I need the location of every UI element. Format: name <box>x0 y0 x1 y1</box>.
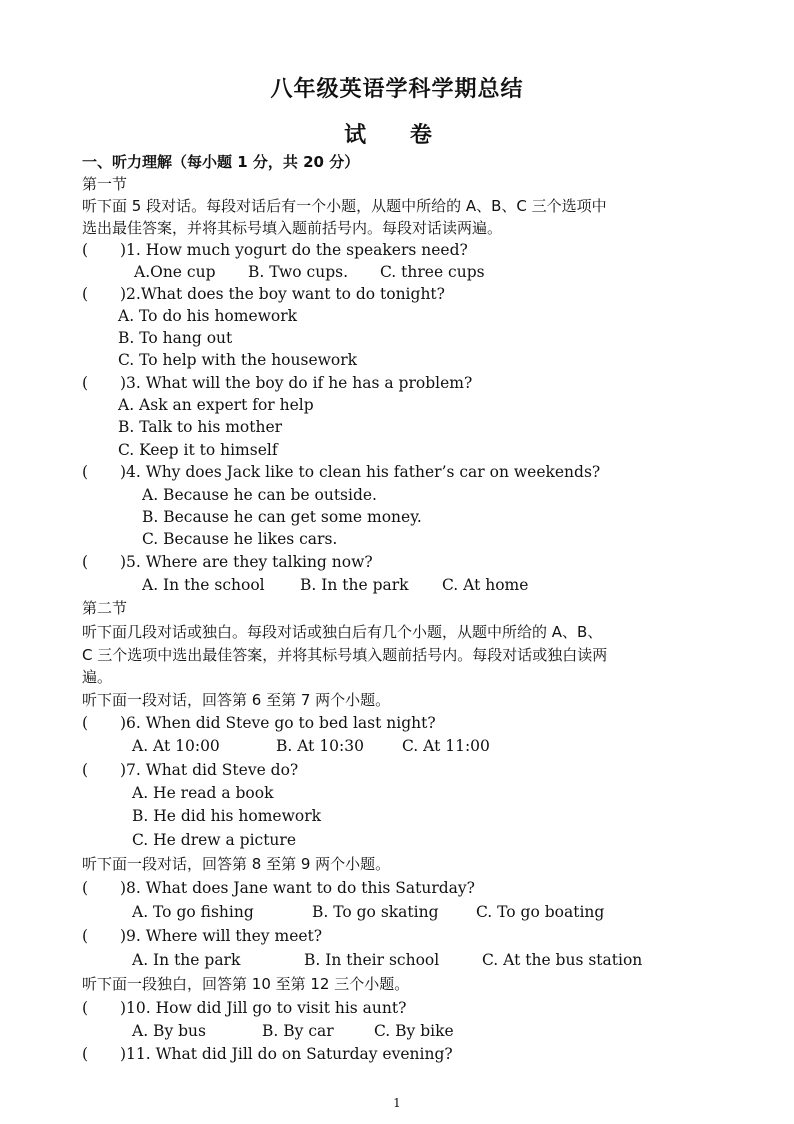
option-b: B. By car <box>262 1022 334 1040</box>
question-1 <box>82 240 468 260</box>
part2-label: 第二节 <box>82 599 128 617</box>
answer-bracket[interactable]: ( <box>82 285 89 303</box>
option-a: A. In the school <box>142 576 265 594</box>
option-c: C. At the bus station <box>482 951 643 969</box>
option-b: B. Talk to his mother <box>118 418 283 436</box>
option-b: B. At 10:30 <box>276 737 364 755</box>
option-c: C. At home <box>442 576 529 594</box>
part2-instruction-3: 遍。 <box>82 668 113 686</box>
option-a: A. Ask an expert for help <box>118 396 314 414</box>
monologue-instruction: 听下面一段独白，回答第 10 至第 12 三个小题。 <box>82 975 410 993</box>
question-text: )3. What will the boy do if he has a problem? <box>120 374 473 392</box>
option-c: C. Because he likes cars. <box>142 530 338 548</box>
answer-bracket[interactable]: ( <box>82 374 89 392</box>
option-a: A. By bus <box>132 1022 206 1040</box>
question-text: )9. Where will they meet? <box>120 927 323 945</box>
page-title: 八年级英语学科学期总结 <box>270 77 524 102</box>
question-text: )11. What did Jill do on Saturday evening? <box>120 1045 453 1063</box>
answer-bracket[interactable]: ( <box>82 714 89 732</box>
option-c: C. To go boating <box>476 903 605 921</box>
option-a: A. At 10:00 <box>132 737 220 755</box>
part1-label: 第一节 <box>82 175 128 193</box>
question-3 <box>82 373 472 393</box>
question-9 <box>82 926 322 946</box>
dialog-instruction: 听下面一段对话，回答第 8 至第 9 两个小题。 <box>82 855 391 873</box>
part2-instruction-1: 听下面几段对话或独白。每段对话或独白后有几个小题，从题中所给的 A、B、 <box>82 623 603 641</box>
question-text: )5. Where are they talking now? <box>120 553 373 571</box>
section-heading: 一、听力理解（每小题 1 分，共 20 分） <box>82 153 360 171</box>
option-a: A. To go fishing <box>132 903 254 921</box>
option-a: A. He read a book <box>132 784 274 802</box>
part1-instruction-1: 听下面 5 段对话。每段对话后有一个小题，从题中所给的 A、B、C 三个选项中 <box>82 197 607 215</box>
option-c: C. At 11:00 <box>402 737 490 755</box>
option-a: A. Because he can be outside. <box>142 486 377 504</box>
answer-bracket[interactable]: ( <box>82 927 89 945</box>
option-b: B. To go skating <box>312 903 439 921</box>
answer-bracket[interactable]: ( <box>82 999 89 1017</box>
question-text: )2.What does the boy want to do tonight? <box>120 285 445 303</box>
question-text: )10. How did Jill go to visit his aunt? <box>120 999 407 1017</box>
option-c: C. To help with the housework <box>118 351 358 369</box>
question-4 <box>82 462 600 482</box>
part2-instruction-2: C 三个选项中选出最佳答案，并将其标号填入题前括号内。每段对话或独白读两 <box>82 646 608 664</box>
question-8 <box>82 878 475 898</box>
question-11 <box>82 1044 453 1064</box>
option-b: B. Because he can get some money. <box>142 508 422 526</box>
option-c: C. three cups <box>380 263 485 281</box>
answer-bracket[interactable]: ( <box>82 463 89 481</box>
option-b: B. To hang out <box>118 329 233 347</box>
option-c: C. By bike <box>374 1022 454 1040</box>
option-b: B. In their school <box>304 951 440 969</box>
option-b: B. He did his homework <box>132 807 321 825</box>
question-text: )6. When did Steve go to bed last night? <box>120 714 436 732</box>
answer-bracket[interactable]: ( <box>82 761 89 779</box>
question-text: )7. What did Steve do? <box>120 761 299 779</box>
answer-bracket[interactable]: ( <box>82 879 89 897</box>
question-6 <box>82 713 436 733</box>
option-c: C. Keep it to himself <box>118 441 278 459</box>
question-text: )8. What does Jane want to do this Saturday? <box>120 879 475 897</box>
option-c: C. He drew a picture <box>132 831 296 849</box>
page-subtitle: 试 卷 <box>344 123 450 148</box>
question-text: )1. How much yogurt do the speakers need? <box>120 241 468 259</box>
answer-bracket[interactable]: ( <box>82 553 89 571</box>
answer-bracket[interactable]: ( <box>82 241 89 259</box>
question-text: )4. Why does Jack like to clean his father’s car on weekends? <box>120 463 601 481</box>
page-number: 1 <box>393 1096 401 1110</box>
option-a: A.One cup <box>134 263 216 281</box>
option-a: A. To do his homework <box>118 307 298 325</box>
question-7 <box>82 760 298 780</box>
part1-instruction-2: 选出最佳答案，并将其标号填入题前括号内。每段对话读两遍。 <box>82 219 503 237</box>
dialog-instruction: 听下面一段对话，回答第 6 至第 7 两个小题。 <box>82 691 391 709</box>
option-b: B. In the park <box>300 576 409 594</box>
answer-bracket[interactable]: ( <box>82 1045 89 1063</box>
option-a: A. In the park <box>132 951 241 969</box>
question-5 <box>82 552 373 572</box>
question-10 <box>82 998 406 1018</box>
question-2 <box>82 284 445 304</box>
option-b: B. Two cups. <box>248 263 349 281</box>
